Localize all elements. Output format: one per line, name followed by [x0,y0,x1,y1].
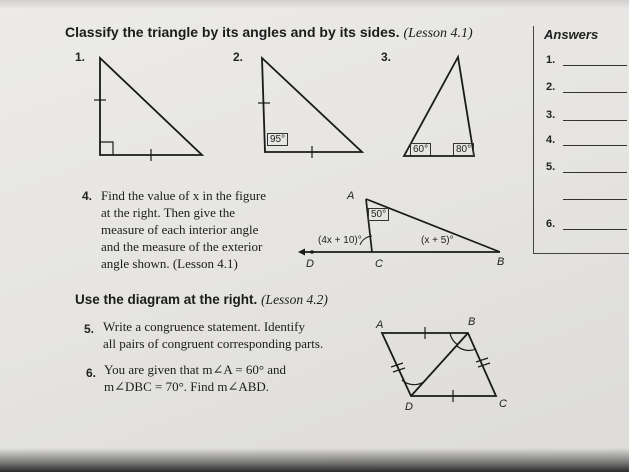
bottom-shadow [0,448,629,472]
answer-label-6: 6. [546,218,556,230]
diagram-vertex-B: B [468,316,476,328]
answer-label-5: 5. [546,161,556,173]
section2-header-text: Use the diagram at the right. [75,292,258,307]
diagram-vertex-D: D [405,401,413,413]
section1-header-text: Classify the triangle by its angles and by its sides. [65,24,400,40]
problem-5-line-2: all pairs of congruent corresponding parts. [103,336,324,351]
section1-lesson-ref: (Lesson 4.1) [403,26,473,41]
problem-6-line-2: m∠DBC = 70°. Find m∠ABD. [104,379,270,394]
item-3-number: 3. [381,50,392,64]
triangle-3-angle-right: 80° [453,143,474,156]
diagram-vertex-C: C [499,398,507,410]
diagram-vertex-A: A [376,319,384,331]
problem-4-line-2: at the right. Then give the [101,205,236,220]
answer-label-4: 4. [546,134,556,146]
problem-4-line-1: Find the value of x in the figure [101,188,266,203]
answer-label-3: 3. [546,109,556,121]
answers-title: Answers [544,27,599,42]
problem-5-line-1: Write a congruence statement. Identify [103,319,305,334]
fig4-vertex-C: C [375,258,383,270]
problem-6-line-1: You are given that m∠A = 60° and [104,362,287,377]
fig4-vertex-B: B [497,256,505,268]
problem-4-line-4: and the measure of the exterior [101,239,263,254]
problem-6-number: 6. [86,366,97,380]
triangle-2-angle-label: 95° [267,133,288,146]
section2-lesson-ref: (Lesson 4.2) [261,292,328,307]
item-2-number: 2. [233,50,244,64]
fig4-exterior-angle-label: (4x + 10)° [318,235,362,246]
problem-5-number: 5. [84,322,95,336]
problem-4-line-3: measure of each interior angle [101,222,259,237]
triangle-3-angle-left: 60° [410,143,431,156]
answer-label-1: 1. [546,54,556,66]
fig4-vertex-D: D [306,258,314,270]
answer-label-2: 2. [546,81,556,93]
fig4-angle-A-label: 50° [368,208,389,221]
problem-4-number: 4. [82,189,93,203]
fig4-vertex-A: A [347,190,355,202]
fig4-angle-B-side-label: (x + 5)° [421,235,454,246]
problem-4-line-5: angle shown. (Lesson 4.1) [101,256,238,271]
item-1-number: 1. [75,50,86,64]
